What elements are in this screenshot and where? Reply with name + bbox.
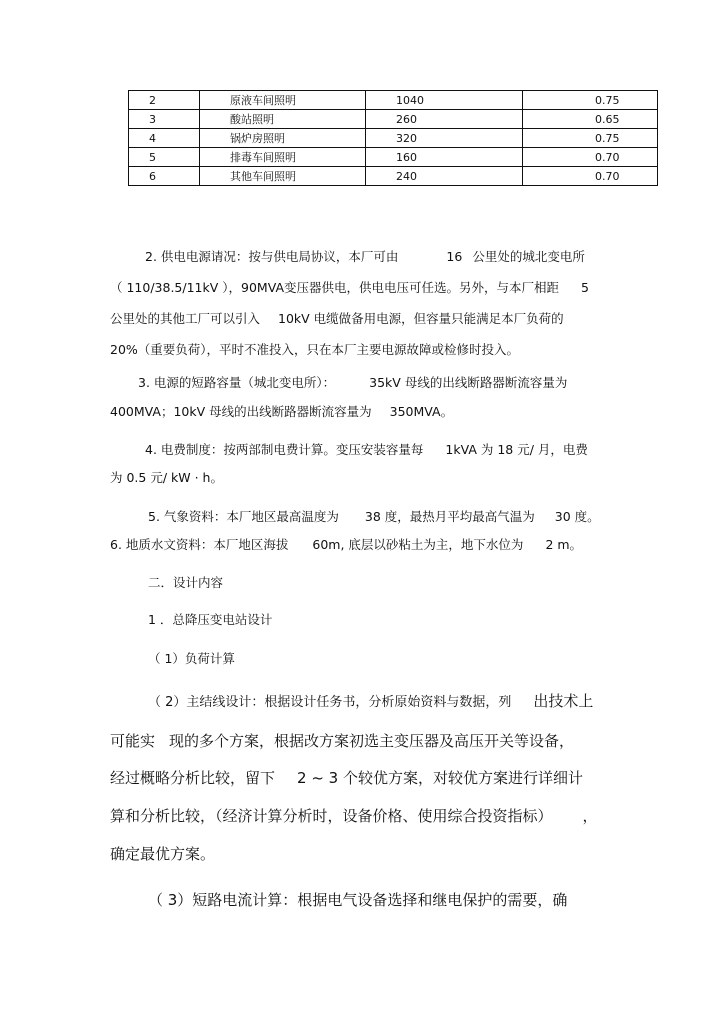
subsection-item-2-line5: 确定最优方案。 <box>110 845 216 863</box>
cell-kx: 0.70 <box>523 167 658 186</box>
cell-no: 5 <box>129 148 200 167</box>
section-heading: 二．设计内容 <box>148 575 224 590</box>
p2-line4: 20%（重要负荷），平时不准投入，只在本厂主要电源故障或检修时投入。 <box>110 342 520 357</box>
table-row <box>129 91 658 110</box>
p3-line1: 3. 电源的短路容量（城北变电所）： 35kV 母线的出线断路器断流容量为 <box>138 375 568 390</box>
cell-kx: 0.70 <box>523 148 658 167</box>
cell-name: 酸站照明 <box>200 110 366 129</box>
cell-name: 原液车间照明 <box>200 91 366 110</box>
cell-no: 3 <box>129 110 200 129</box>
subsection-item-2-line3: 经过概略分析比较，留下 2 ~ 3 个较优方案，对较优方案进行详细计 <box>110 769 583 787</box>
cell-name: 锅炉房照明 <box>200 129 366 148</box>
cell-load: 240 <box>366 167 523 186</box>
load-table <box>128 90 658 186</box>
cell-no: 2 <box>129 91 200 110</box>
subsection-item-1: （ 1）负荷计算 <box>148 651 235 666</box>
subsection-item-2-line2: 可能实 现的多个方案，根据改方案初选主变压器及高压开关等设备， <box>110 732 575 750</box>
cell-no: 6 <box>129 167 200 186</box>
p2-line1: 2. 供电电源请况：按与供电局协议，本厂可由 16 公里处的城北变电所 <box>145 249 585 264</box>
table-row <box>129 129 658 148</box>
subsection-item-2-line4: 算和分析比较，（经济计算分析时，设备价格、使用综合投资指标） ， <box>110 807 598 825</box>
cell-kx: 0.65 <box>523 110 658 129</box>
p3-line2: 400MVA；10kV 母线的出线断路器断流容量为 350MVA。 <box>110 404 454 419</box>
subsection-heading: 1 ．总降压变电站设计 <box>148 612 273 627</box>
cell-name: 排毒车间照明 <box>200 148 366 167</box>
p5-line: 5. 气象资料：本厂地区最高温度为 38 度，最热月平均最高气温为 30 度。 <box>148 509 600 524</box>
p4-line1: 4. 电费制度：按两部制电费计算。变压安装容量每 1kVA 为 18 元/ 月，电费 <box>145 442 588 457</box>
p2-line3: 公里处的其他工厂可以引入 10kV 电缆做备用电源，但容量只能满足本厂负荷的 <box>110 311 564 326</box>
cell-load: 1040 <box>366 91 523 110</box>
cell-kx: 0.75 <box>523 129 658 148</box>
cell-no: 4 <box>129 129 200 148</box>
table-row <box>129 167 658 186</box>
cell-load: 260 <box>366 110 523 129</box>
p2-line2: （ 110/38.5/11kV ），90MVA变压器供电，供电电压可任选。另外，与本厂相距 5 <box>110 280 589 295</box>
p6-line: 6. 地质水文资料：本厂地区海拔 60m, 底层以砂粘土为主，地下水位为 2 m。 <box>110 537 583 552</box>
cell-load: 160 <box>366 148 523 167</box>
cell-name: 其他车间照明 <box>200 167 366 186</box>
table-row <box>129 148 658 167</box>
cell-load: 320 <box>366 129 523 148</box>
subsection-item-3: （ 3）短路电流计算：根据电气设备选择和继电保护的需要，确 <box>148 891 568 909</box>
subsection-item-2-line1: （ 2）主结线设计：根据设计任务书，分析原始资料与数据，列 出技术上 <box>148 692 594 710</box>
p4-line2: 为 0.5 元/ kW · h。 <box>110 470 223 485</box>
cell-kx: 0.75 <box>523 91 658 110</box>
table-row <box>129 110 658 129</box>
